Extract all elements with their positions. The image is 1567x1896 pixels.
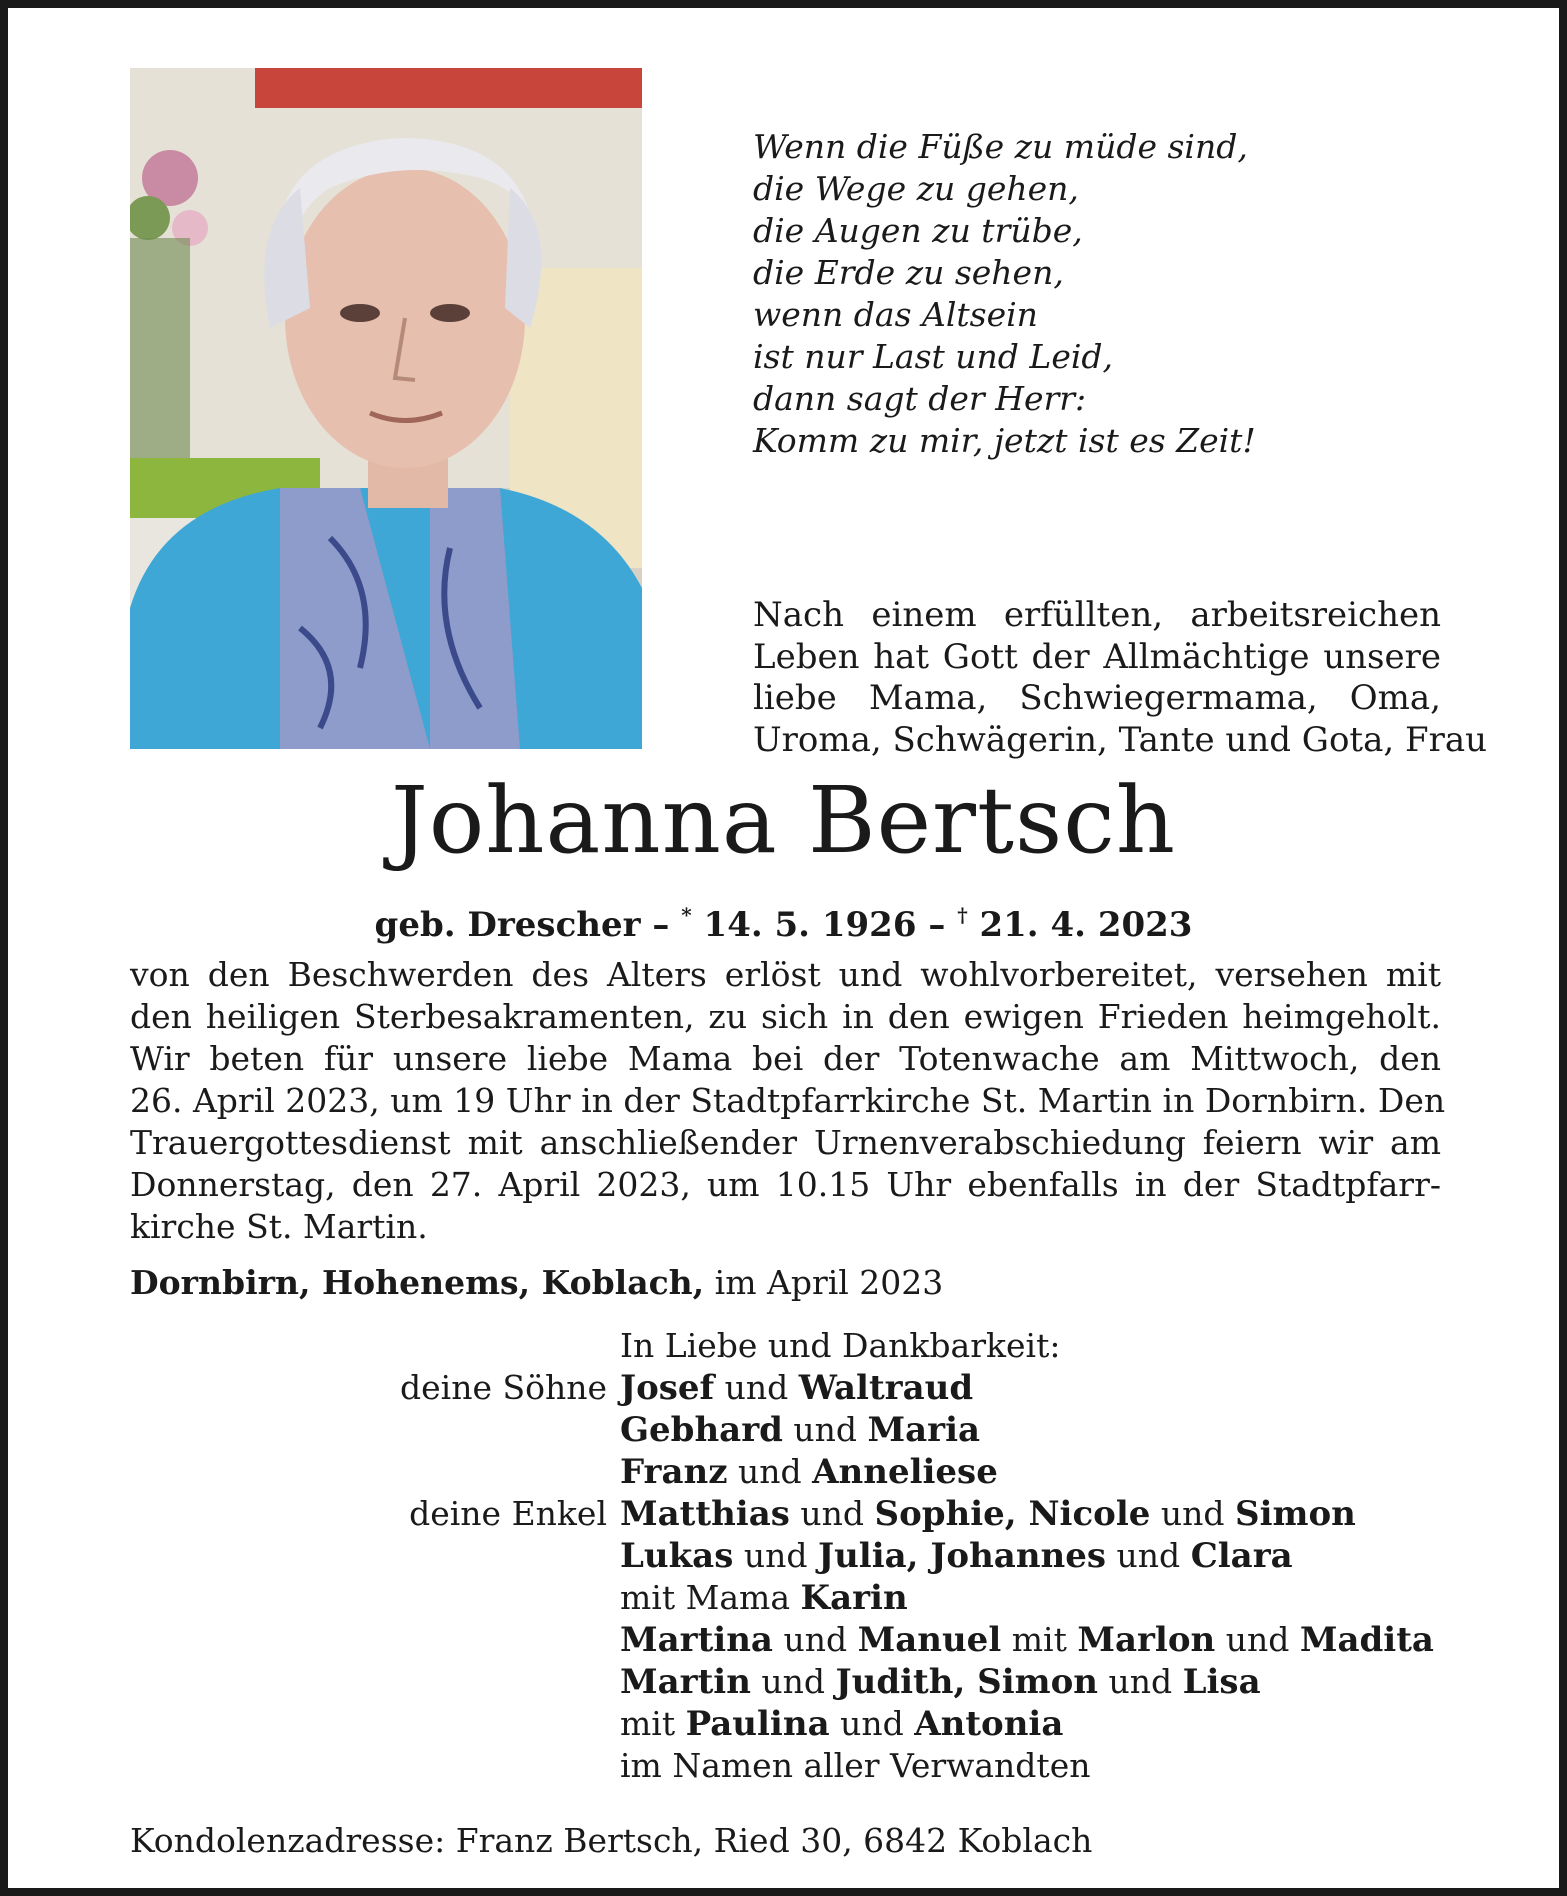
- mourner-connector: und: [772, 1620, 858, 1659]
- mourner-connector: und: [733, 1536, 818, 1575]
- mourner-name: Josef: [620, 1368, 715, 1408]
- portrait-photo: [130, 68, 642, 749]
- month-year: im April 2023: [704, 1263, 944, 1302]
- mourner-name: Maria: [867, 1410, 981, 1450]
- poem: [753, 126, 1453, 462]
- deceased-name: Johanna Bertsch: [391, 767, 1176, 874]
- mourners-heading: In Liebe und Dankbarkeit:: [620, 1326, 1061, 1365]
- mourner-name: Manuel: [857, 1620, 1002, 1660]
- mourner-row: [8, 1703, 1559, 1745]
- body-line: Wir beten für unsere liebe Mama bei der Totenwache am Mittwoch, den: [130, 1039, 1441, 1078]
- mourner-connector: und: [1215, 1620, 1300, 1659]
- mourner-connector: und: [750, 1662, 836, 1701]
- mourner-name: Madita: [1299, 1620, 1434, 1660]
- poem-line: die Augen zu trübe,: [753, 211, 1083, 250]
- mourner-line: [620, 1619, 1434, 1661]
- mourner-connector: und: [1097, 1662, 1183, 1701]
- poem-line: ist nur Last und Leid,: [753, 337, 1114, 376]
- life-dates: [8, 893, 1559, 947]
- mourner-name: Lisa: [1182, 1662, 1261, 1702]
- body-line: von den Beschwerden des Alters erlöst und wohlvorbereitet, versehen mit: [130, 955, 1441, 994]
- death-mark: †: [957, 903, 968, 927]
- body-line: den heiligen Sterbesakramenten, zu sich in den ewigen Frieden heimgeholt.: [130, 997, 1441, 1036]
- mourner-row: [8, 1535, 1559, 1577]
- mourner-row: [8, 1745, 1559, 1787]
- mourner-name: Paulina: [685, 1704, 830, 1744]
- mourner-name: Julia, Johannes: [817, 1536, 1107, 1576]
- mourner-name: Clara: [1190, 1536, 1293, 1576]
- mourner-connector: und: [714, 1368, 799, 1407]
- portrait-illustration: [130, 68, 642, 749]
- announcement-text: [130, 954, 1446, 1248]
- mourner-connector: im Namen aller Verwandten: [620, 1746, 1091, 1785]
- mourner-line: [620, 1661, 1261, 1703]
- mourner-row: [8, 1619, 1559, 1661]
- mourner-name: Judith, Simon: [835, 1662, 1098, 1702]
- mourner-line: [620, 1367, 973, 1409]
- mourner-line: [620, 1703, 1063, 1745]
- mourner-name: Antonia: [914, 1704, 1064, 1744]
- mourner-name: Franz: [620, 1452, 728, 1492]
- mourner-connector: und: [789, 1494, 875, 1533]
- body-line: 26. April 2023, um 19 Uhr in der Stadtpfarrkirche St. Martin in Dornbirn. Den: [130, 1081, 1446, 1120]
- mourner-name: Marlon: [1077, 1620, 1216, 1660]
- intro-line: Nach einem erfüllten, arbeitsreichen: [753, 595, 1441, 635]
- mourner-row: [8, 1409, 1559, 1451]
- mourner-connector: und: [782, 1410, 868, 1449]
- intro-line: Uroma, Schwägerin, Tante und Gota, Frau: [753, 719, 1487, 760]
- maiden-name: geb. Drescher: [374, 905, 641, 945]
- grandchildren-label: deine Enkel: [409, 1494, 607, 1533]
- mourner-line: [620, 1409, 980, 1451]
- mourner-name: Waltraud: [798, 1368, 974, 1408]
- mourner-connector: und: [829, 1704, 915, 1743]
- body-line: kirche St. Martin.: [130, 1207, 428, 1246]
- mourner-row: [8, 1577, 1559, 1619]
- mourner-row: [8, 1661, 1559, 1703]
- body-line: Trauergottesdienst mit anschließender Urnenverabschiedung feiern wir am: [130, 1123, 1441, 1162]
- birth-mark: *: [681, 903, 692, 927]
- mourner-name: Anneliese: [812, 1452, 998, 1492]
- intro-line: liebe Mama, Schwiegermama, Oma,: [753, 678, 1441, 718]
- mourners-heading-row: [8, 1325, 1559, 1367]
- mourner-name: Martin: [620, 1662, 751, 1702]
- poem-line: wenn das Altsein: [753, 295, 1038, 334]
- mourner-name: Gebhard: [620, 1410, 783, 1450]
- birth-date: 14. 5. 1926: [691, 905, 917, 945]
- poem-line: Komm zu mir, jetzt ist es Zeit!: [753, 421, 1256, 460]
- date-separator: –: [916, 905, 958, 945]
- mourner-row: [8, 1367, 1559, 1409]
- date-separator: –: [640, 905, 682, 945]
- mourner-name: Matthias: [620, 1494, 790, 1534]
- mourner-connector: mit: [1001, 1620, 1078, 1659]
- mourner-connector: mit Mama: [620, 1578, 801, 1617]
- mourner-name: Sophie, Nicole: [874, 1494, 1151, 1534]
- mourner-name: Lukas: [620, 1536, 734, 1576]
- mourner-row: [8, 1451, 1559, 1493]
- mourner-line: [620, 1451, 998, 1493]
- poem-line: die Erde zu sehen,: [753, 253, 1064, 292]
- mourner-name: Karin: [800, 1578, 908, 1618]
- mourner-connector: und: [1150, 1494, 1236, 1533]
- mourner-name: Martina: [620, 1620, 773, 1660]
- mourner-line: [620, 1577, 908, 1619]
- mourner-connector: mit: [620, 1704, 686, 1743]
- condolence-address: Kondolenzadresse: Franz Bertsch, Ried 30, 6842 Koblach: [130, 1821, 1093, 1860]
- mourner-name: Simon: [1235, 1494, 1356, 1534]
- mourner-connector: und: [1106, 1536, 1191, 1575]
- place-and-date: [130, 1261, 943, 1305]
- poem-line: dann sagt der Herr:: [753, 379, 1087, 418]
- body-line: Donnerstag, den 27. April 2023, um 10.15 Uhr ebenfalls in der Stadtpfarr-: [130, 1165, 1441, 1204]
- mourner-connector: und: [727, 1452, 813, 1491]
- poem-line: die Wege zu gehen,: [753, 169, 1079, 208]
- mourners-list: [8, 1325, 1559, 1787]
- intro-line: Leben hat Gott der Allmächtige unsere: [753, 636, 1441, 677]
- towns: Dornbirn, Hohenems, Koblach,: [130, 1263, 705, 1302]
- mourner-line: [620, 1535, 1293, 1577]
- intro-paragraph: [753, 595, 1487, 761]
- death-date: 21. 4. 2023: [967, 905, 1193, 945]
- mourner-line: [620, 1745, 1090, 1787]
- mourner-row: [8, 1493, 1559, 1535]
- poem-line: Wenn die Füße zu müde sind,: [753, 127, 1248, 166]
- sons-label: deine Söhne: [400, 1368, 607, 1407]
- mourner-line: [620, 1493, 1356, 1535]
